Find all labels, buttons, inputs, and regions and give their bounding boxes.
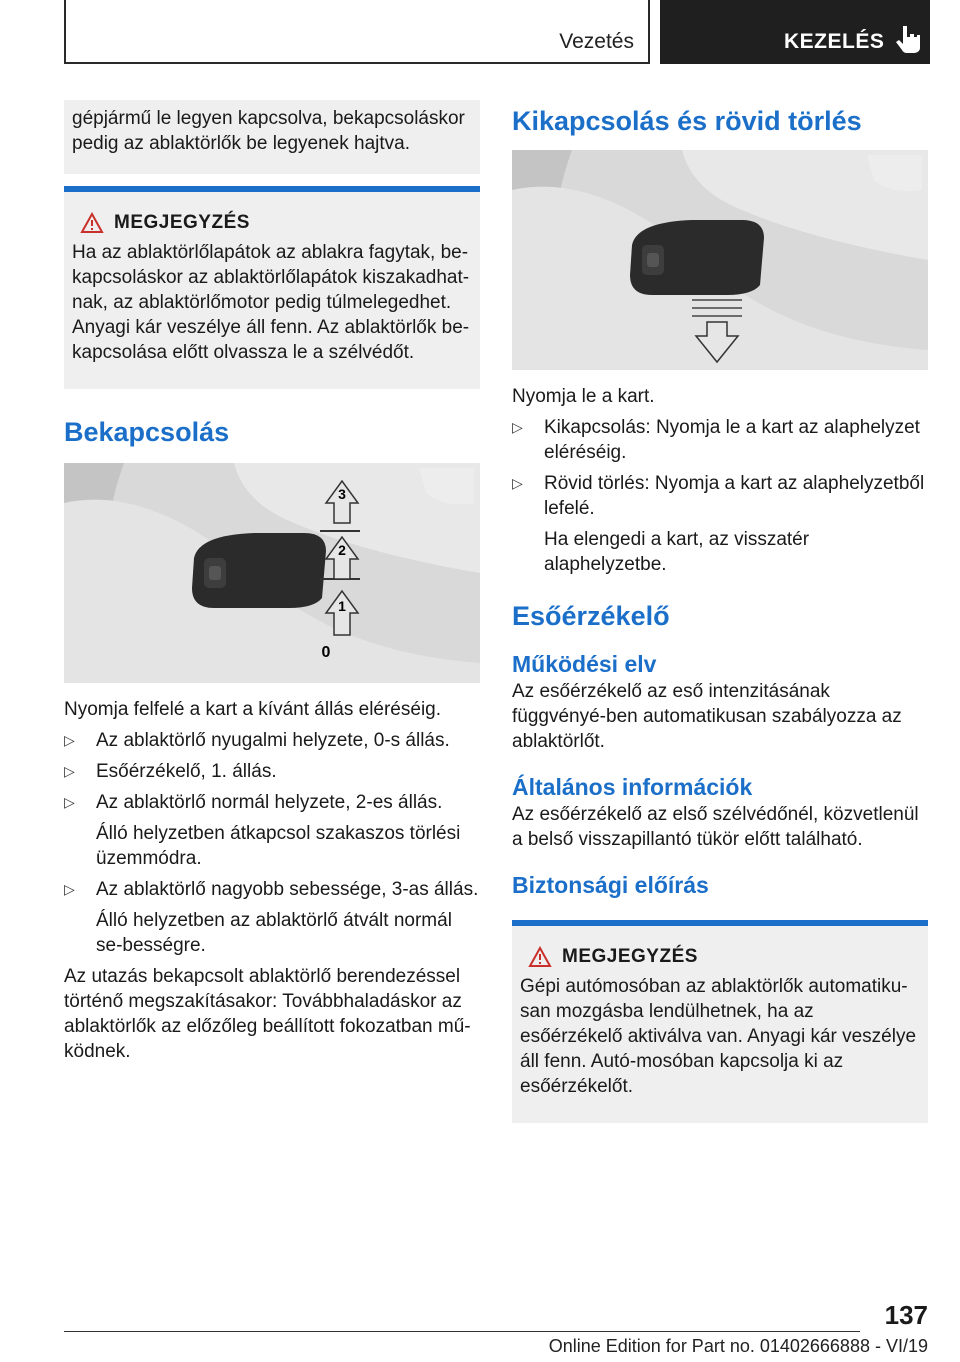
general-info-text: Az esőérzékelő az első szélvédőnél, közvetlenül a belső visszapillantó tükör előtt található. (512, 804, 919, 850)
list-item (64, 877, 480, 902)
left-column (64, 100, 480, 1064)
continued-note-box (64, 100, 480, 174)
list-item (512, 415, 928, 465)
heading-operating-principle: Működési elv (512, 651, 657, 677)
note-text: Ha az ablaktörlőlapátok az ablakra fagytak, be-kapcsoláskor az ablaktörlőlapátok kiszakadhat-nak, az ablaktörlőmotor pedig túlmelegedhet. Anyagi kár veszélye áll fenn. Az ablaktörlők be-kapcsolása előtt olvassza le a szélvédőt. (72, 242, 470, 363)
heading-switch-off: Kikapcsolás és rövid törlés (512, 106, 862, 136)
page-number: 137 (884, 1300, 928, 1330)
bullet-subtext: Álló helyzetben átkapcsol szakaszos törlési üzemmódra. (96, 823, 461, 869)
header-chapter-title: KEZELÉS (784, 30, 885, 53)
principle-text: Az esőérzékelő az eső intenzitásának függvényé-ben automatikusan szabályozza az ablaktörlőt. (512, 681, 902, 752)
footer-divider (64, 1331, 860, 1332)
bullet-text: Az ablaktörlő nagyobb sebessége, 3-as állás. (96, 879, 479, 900)
bullet-text: Kikapcsolás: Nyomja le a kart az alaphelyzet eléréséig. (544, 417, 920, 463)
footer-edition: Online Edition for Part no. 01402666888 - VI/19 (548, 1336, 928, 1356)
bullet-text: Az ablaktörlő nyugalmi helyzete, 0-s állás. (96, 730, 450, 751)
right-column (512, 100, 928, 1123)
warning-triangle-icon (80, 212, 104, 234)
bullet-subtext: Álló helyzetben az ablaktörlő átvált normál se-bességre. (96, 910, 452, 956)
heading-switch-on: Bekapcsolás (64, 417, 230, 447)
bullet-triangle-icon: ▷ (64, 794, 75, 810)
list-item (512, 471, 928, 521)
note-title: MEGJEGYZÉS (562, 946, 698, 967)
bullet-triangle-icon: ▷ (64, 881, 75, 897)
position-label-1: 1 (338, 598, 346, 614)
wiper-lever-down-illustration (512, 150, 928, 370)
wiper-lever-up-illustration (64, 463, 480, 683)
heading-rain-sensor: Esőérzékelő (512, 601, 670, 631)
bullet-text: Rövid törlés: Nyomja a kart az alaphelyzetből lefelé. (544, 473, 925, 519)
bullet-triangle-icon: ▷ (512, 475, 523, 491)
note-box-car-wash (512, 920, 928, 1123)
bullet-triangle-icon: ▷ (64, 732, 75, 748)
warning-triangle-icon (528, 946, 552, 968)
bullet-subtext: Ha elengedi a kart, az visszatér alaphelyzetbe. (544, 529, 810, 575)
position-label-3: 3 (338, 486, 346, 502)
bullet-text: Az ablaktörlő normál helyzete, 2-es állás. (96, 792, 443, 813)
heading-safety: Biztonsági előírás (512, 872, 709, 898)
list-item (64, 759, 480, 784)
continued-note-text: gépjármű le legyen kapcsolva, bekapcsoláskor pedig az ablaktörlők be legyenek hajtva. (72, 108, 465, 154)
switch-off-intro: Nyomja le a kart. (512, 386, 655, 407)
closing-paragraph: Az utazás bekapcsolt ablaktörlő berendezéssel történő megszakításakor: Továbbhaladáskor az ablaktörlők az előzőleg beállított fokozatban mű-ködnek. (64, 966, 471, 1062)
header-section-title: Vezetés (559, 30, 634, 53)
heading-general-info: Általános információk (512, 774, 753, 800)
header-section-box (64, 0, 650, 64)
note-title: MEGJEGYZÉS (114, 212, 250, 233)
bullet-triangle-icon: ▷ (512, 419, 523, 435)
hand-pointer-icon (894, 24, 922, 54)
bullet-triangle-icon: ▷ (64, 763, 75, 779)
list-item (64, 790, 480, 815)
note-text: Gépi autómosóban az ablaktörlők automatiku-san mozgásba lendülhetnek, ha az esőérzékelő aktiválva van. Anyagi kár veszélye áll fenn. Autó-mosóban kapcsolja ki az esőérzékelőt. (520, 976, 917, 1097)
note-box-frozen-wipers (64, 186, 480, 389)
position-label-2: 2 (338, 542, 346, 558)
list-item (64, 728, 480, 753)
header-chapter-box (660, 0, 930, 64)
position-label-0: 0 (321, 644, 331, 661)
switch-on-intro: Nyomja felfelé a kart a kívánt állás eléréséig. (64, 699, 442, 720)
bullet-text: Esőérzékelő, 1. állás. (96, 761, 277, 782)
